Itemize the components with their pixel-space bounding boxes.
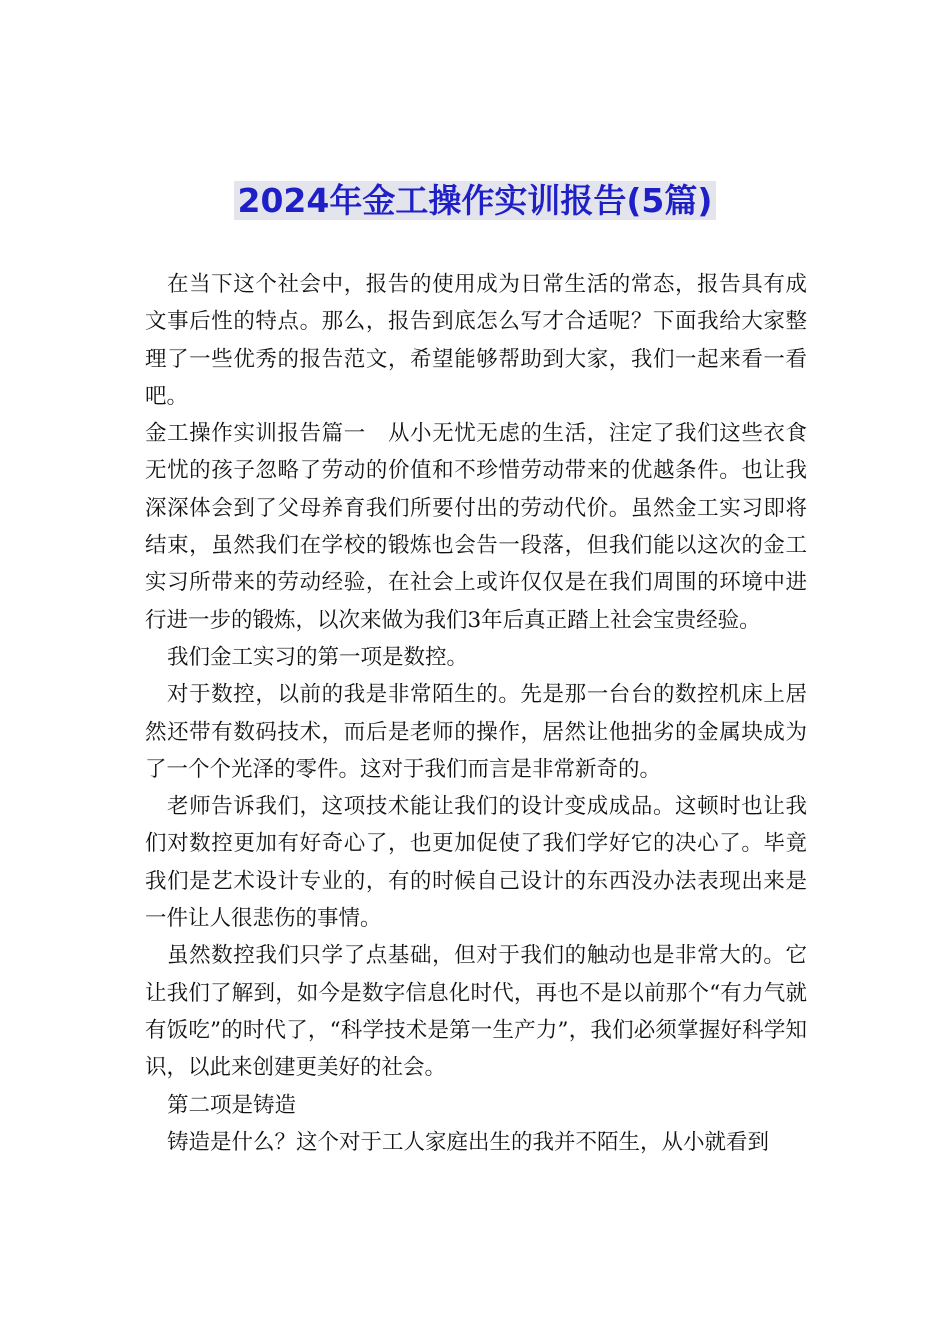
document-title-text: 2024年金工操作实训报告(5篇) <box>234 181 717 220</box>
paragraph-first-item: 我们金工实习的第一项是数控。 <box>167 644 469 670</box>
paragraph-cnc-impact: 虽然数控我们只学了点基础，但对于我们的触动也是非常大的。它让我们了解到，如今是数字信息化时代，再也不是以前那个“有力气就有饭吃”的时代了，“科学技术是第一生产力”，我们必须掌握好科学知识，以此来创建更美好的社会。 <box>145 943 807 1081</box>
document-title <box>0 176 950 226</box>
paragraph-intro: 在当下这个社会中，报告的使用成为日常生活的常态，报告具有成文事后性的特点。那么，报告到底怎么写才合适呢？下面我给大家整理了一些优秀的报告范文，希望能够帮助到大家，我们一起来看一看吧。 <box>145 272 807 409</box>
paragraph-cnc-intro: 对于数控，以前的我是非常陌生的。先是那一台台的数控机床上居然还带有数码技术，而后是老师的操作，居然让他拙劣的金属块成为了一个个光泽的零件。这对于我们而言是非常新奇的。 <box>145 682 807 782</box>
paragraph-casting: 铸造是什么？这个对于工人家庭出生的我并不陌生，从小就看到 <box>167 1129 770 1155</box>
paragraph-teacher: 老师告诉我们，这项技术能让我们的设计变成成品。这顿时也让我们对数控更加有好奇心了，也更加促使了我们学好它的决心了。毕竟我们是艺术设计专业的，有的时候自己设计的东西没办法表现出来是一件让人很悲伤的事情。 <box>145 794 807 932</box>
paragraph-second-item: 第二项是铸造 <box>167 1092 297 1118</box>
document-body <box>145 266 807 1161</box>
paragraph-section-one: 金工操作实训报告篇一 从小无忧无虑的生活，注定了我们这些衣食无忧的孩子忽略了劳动的价值和不珍惜劳动带来的优越条件。也让我深深体会到了父母养育我们所要付出的劳动代价。虽然金工实习即将结束，虽然我们在学校的锻炼也会告一段落，但我们能以这次的金工实习所带来的劳动经验，在社会上或许仅仅是在我们周围的环境中进行进一步的锻炼，以次来做为我们3年后真正踏上社会宝贵经验。 <box>145 421 807 633</box>
